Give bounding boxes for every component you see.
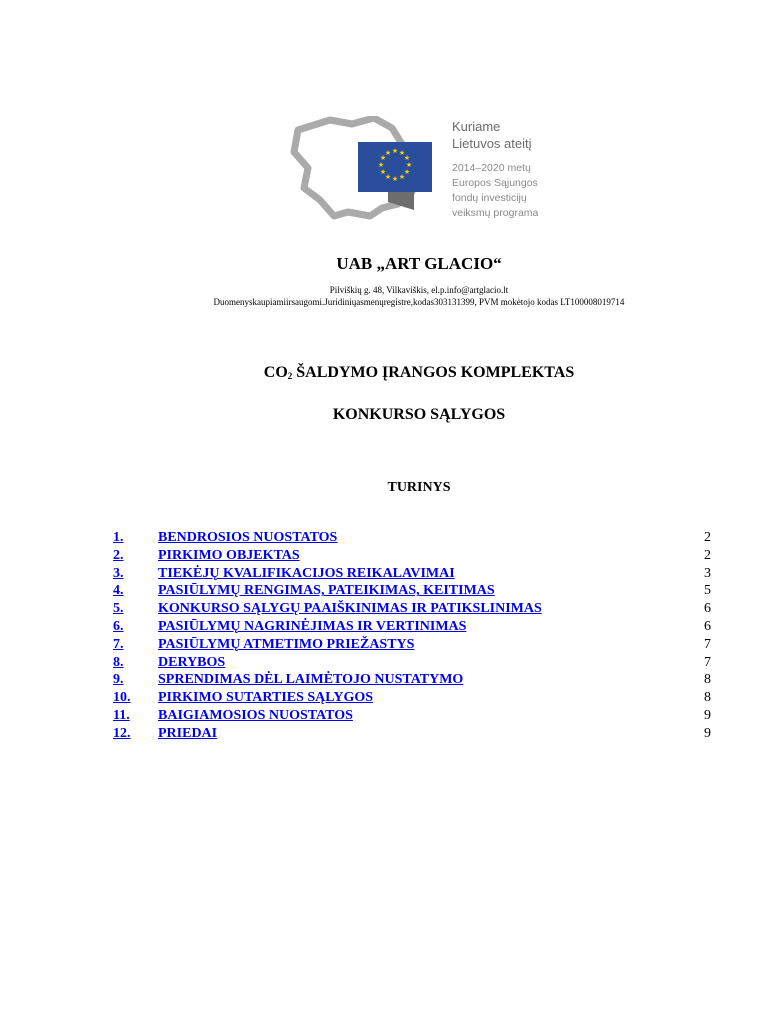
toc-link[interactable]: KONKURSO SĄLYGŲ PAAIŠKINIMAS IR PATIKSLINIMAS <box>158 601 542 617</box>
svg-text:★: ★ <box>379 168 387 176</box>
svg-text:★: ★ <box>391 147 399 155</box>
toc-number[interactable]: 5. <box>113 601 124 617</box>
toc-page: 7 <box>704 654 711 670</box>
toc-item[interactable] <box>113 547 711 565</box>
svg-text:★: ★ <box>384 149 392 157</box>
toc-item[interactable] <box>113 636 711 654</box>
toc-link[interactable]: BENDROSIOS NUOSTATOS <box>158 530 338 545</box>
toc-link[interactable]: BAIGIAMOSIOS NUOSTATOS <box>158 707 353 723</box>
toc-page: 8 <box>704 690 711 706</box>
toc-heading: TURINYS <box>387 480 451 495</box>
toc-item[interactable] <box>113 529 711 547</box>
svg-text:★: ★ <box>398 149 406 157</box>
title-co: CO <box>263 364 288 381</box>
registry-line: Duomenyskaupiamiirsaugomi.Juridiniųasmenųregistre,kodas303131399, PVM mokėtojo kodas LT100008019714 <box>213 297 625 307</box>
toc-link[interactable]: PASIŪLYMŲ RENGIMAS, PATEIKIMAS, KEITIMAS <box>158 583 495 599</box>
svg-text:★: ★ <box>403 154 411 162</box>
toc-page: 5 <box>704 583 711 599</box>
company-address <box>0 284 770 308</box>
toc-item[interactable] <box>113 582 711 600</box>
toc-page: 7 <box>704 636 711 652</box>
toc-number[interactable]: 11. <box>113 707 130 723</box>
toc-number[interactable]: 12. <box>113 725 131 741</box>
toc-link[interactable]: PIRKIMO SUTARTIES SĄLYGOS <box>158 690 374 706</box>
document-title <box>0 364 770 382</box>
toc-link[interactable]: TIEKĖJŲ KVALIFIKACIJOS REIKALAVIMAI <box>158 565 455 581</box>
logo-line6: veiksmų programa <box>452 207 539 219</box>
table-of-contents <box>113 529 711 743</box>
toc-number[interactable]: 7. <box>113 636 124 652</box>
svg-text:★: ★ <box>384 173 392 181</box>
toc-page: 8 <box>704 672 711 688</box>
svg-text:★: ★ <box>379 154 387 162</box>
toc-link[interactable]: SPRENDIMAS DĖL LAIMĖTOJO NUSTATYMO <box>158 672 464 688</box>
toc-link[interactable]: PASIŪLYMŲ NAGRINĖJIMAS IR VERTINIMAS <box>158 618 467 634</box>
toc-number[interactable]: 4. <box>113 583 124 599</box>
toc-link[interactable]: DERYBOS <box>158 654 226 670</box>
toc-item[interactable] <box>113 689 711 707</box>
toc-page: 2 <box>704 547 711 563</box>
toc-page: 6 <box>704 601 711 617</box>
svg-text:★: ★ <box>405 161 413 169</box>
toc-item[interactable] <box>113 725 711 743</box>
svg-text:★: ★ <box>377 161 385 169</box>
toc-number[interactable]: 2. <box>113 547 124 563</box>
logo-line4: Europos Sąjungos <box>452 177 538 189</box>
svg-text:★: ★ <box>398 173 406 181</box>
toc-item[interactable] <box>113 671 711 689</box>
toc-number[interactable]: 3. <box>113 565 124 581</box>
toc-link[interactable]: PIRKIMO OBJEKTAS <box>158 547 300 563</box>
toc-number[interactable]: 10. <box>113 690 131 706</box>
logo-text <box>452 118 538 221</box>
address-line: Pilviškių g. 48, Vilkaviškis, el.p.info@artglacio.lt <box>329 285 509 295</box>
document-subtitle: KONKURSO SĄLYGOS <box>332 406 506 423</box>
title-subscript: 2 <box>287 371 293 381</box>
toc-item[interactable] <box>113 565 711 583</box>
toc-number[interactable]: 8. <box>113 654 124 670</box>
svg-text:★: ★ <box>403 168 411 176</box>
logo-line1: Kuriame <box>452 119 501 134</box>
toc-page: 2 <box>704 530 711 545</box>
toc-number[interactable]: 1. <box>113 530 124 545</box>
toc-page: 6 <box>704 618 711 634</box>
title-rest: ŠALDYMO ĮRANGOS KOMPLEKTAS <box>292 364 575 381</box>
toc-page: 3 <box>704 565 711 581</box>
toc-page: 9 <box>704 707 711 723</box>
toc-page: 9 <box>704 725 711 741</box>
svg-text:★: ★ <box>391 175 399 183</box>
company-name: UAB „ART GLACIO“ <box>336 254 502 273</box>
toc-number[interactable]: 9. <box>113 672 124 688</box>
toc-number[interactable]: 6. <box>113 618 124 634</box>
toc-item[interactable] <box>113 707 711 725</box>
toc-link[interactable]: PRIEDAI <box>158 725 218 741</box>
logo-line2: Lietuvos ateitį <box>452 136 532 151</box>
toc-item[interactable] <box>113 654 711 672</box>
toc-item[interactable] <box>113 618 711 636</box>
toc-link[interactable]: PASIŪLYMŲ ATMETIMO PRIEŽASTYS <box>158 636 415 652</box>
logo-line5: fondų investicijų <box>452 192 527 204</box>
toc-item[interactable] <box>113 600 711 618</box>
logo-line3: 2014–2020 metų <box>452 162 531 174</box>
